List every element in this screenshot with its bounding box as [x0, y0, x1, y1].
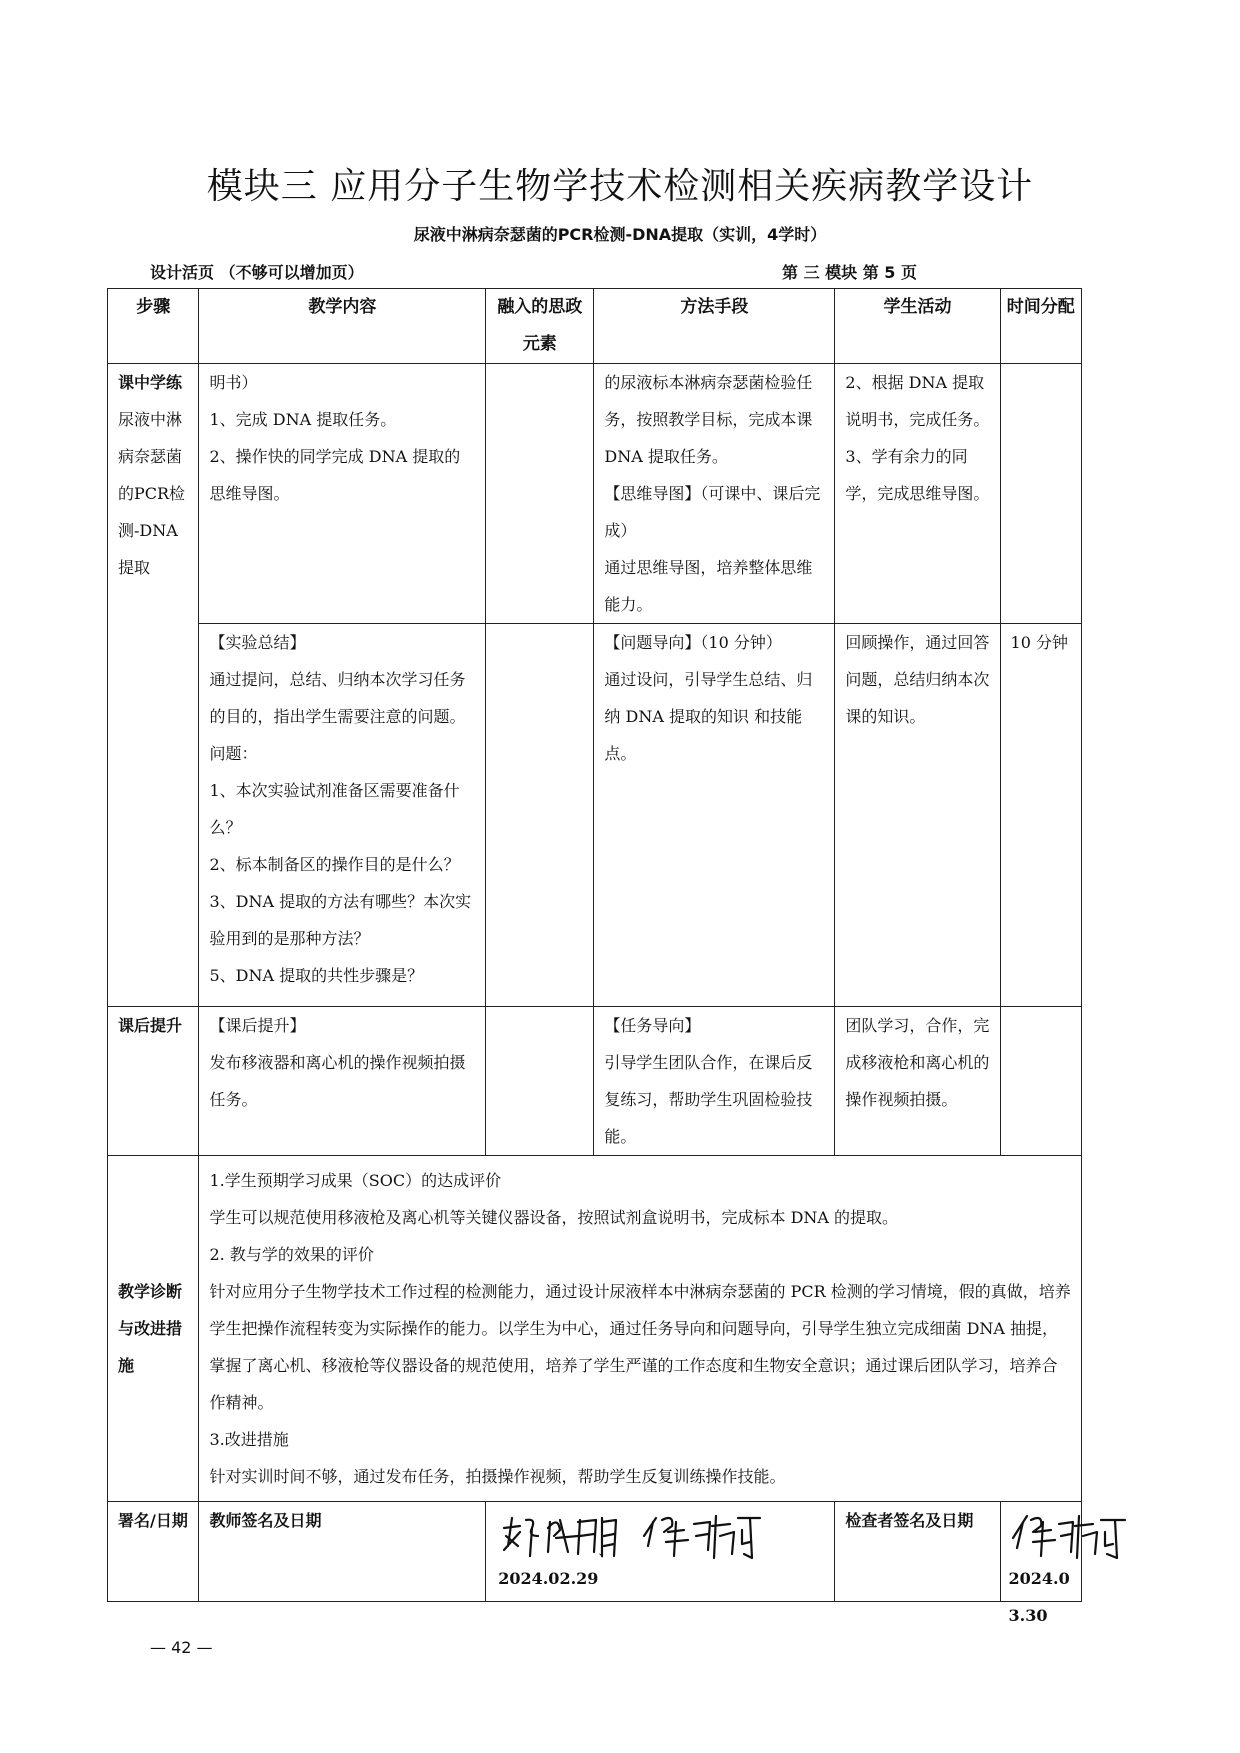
lesson-table: [107, 288, 1082, 1625]
teacher-sign-label: 教师签名及日期: [199, 1502, 486, 1602]
content-cell: [199, 1007, 486, 1156]
content-line: 通过提问，总结、归纳本次学习任务的目的，指出学生需要注意的问题。: [209, 670, 466, 726]
method-line: 引导学生团队合作，在课后反复练习，帮助学生巩固检验技能。: [604, 1053, 813, 1146]
header-time: 时间分配: [1000, 289, 1081, 364]
checker-sign-label: 检查者签名及日期: [835, 1502, 1000, 1602]
content-line: 1、完成 DNA 提取任务。: [209, 410, 397, 429]
method-line: 的尿液标本淋病奈瑟菌检验任务，按照教学目标，完成本课 DNA 提取任务。: [604, 373, 813, 466]
evaluation-row: [108, 1156, 1082, 1502]
activity-cell: [835, 364, 1000, 624]
meta-left: 设计活页 （不够可以增加页）: [150, 263, 364, 282]
activity-cell: [835, 1007, 1000, 1156]
step-cell-practice: [108, 364, 199, 1007]
content-line: 5、DNA 提取的共性步骤是？: [209, 966, 424, 985]
meta-right: 第 三 模块 第 5 页: [782, 263, 917, 282]
content-line: 3、DNA 提取的方法有哪些？本次实验用到的是那种方法？: [209, 892, 472, 948]
method-line: 【问题导向】（10 分钟）: [604, 633, 782, 652]
content-cell: [199, 624, 486, 1007]
ideology-cell: [486, 364, 594, 624]
evaluation-line: 学生可以规范使用移液枪及离心机等关键仪器设备，按照试剂盒说明书，完成标本 DNA 的提取。: [209, 1208, 899, 1227]
header-activity: 学生活动: [835, 289, 1000, 364]
document-subtitle: 尿液中淋病奈瑟菌的PCR检测-DNA提取（实训，4学时）: [413, 225, 827, 244]
method-cell: [594, 1007, 835, 1156]
table-row: [108, 364, 1082, 624]
method-cell: [594, 364, 835, 624]
header-step: 步骤: [108, 289, 199, 364]
activity-line: 团队学习，合作，完成移液枪和离心机的操作视频拍摄。: [845, 1016, 990, 1109]
method-line: 通过设问，引导学生总结、归纳 DNA 提取的知识 和技能点。: [604, 670, 813, 763]
evaluation-line: 1.学生预期学习成果（SOC）的达成评价: [209, 1171, 502, 1190]
checker-signature-image: [1009, 1508, 1149, 1568]
method-line: 【思维导图】（可课中、课后完成）: [604, 484, 821, 540]
activity-cell: [835, 624, 1000, 1007]
document-title: 模块三 应用分子生物学技术检测相关疾病教学设计: [206, 166, 1034, 207]
method-line: 【任务导向】: [604, 1016, 701, 1035]
checker-date: 2024.03.30: [1008, 1569, 1070, 1625]
content-line: 2、操作快的同学完成 DNA 提取的思维导图。: [209, 447, 461, 503]
activity-line: 2、根据 DNA 提取说明书，完成任务。: [845, 373, 990, 429]
table-row: [108, 1007, 1082, 1156]
content-line: 问题：: [209, 744, 258, 763]
teacher-signature-image: [498, 1506, 798, 1568]
evaluation-content: [199, 1156, 1082, 1502]
table-row: [108, 624, 1082, 1007]
content-line: 明书）: [209, 373, 258, 392]
content-line: 1、本次实验试剂准备区需要准备什么？: [209, 781, 460, 837]
time-cell: 10 分钟: [1000, 624, 1081, 1007]
step-cell-evaluation: 教学诊断与改进措施: [108, 1156, 199, 1502]
content-line: 【课后提升】: [209, 1016, 306, 1035]
content-line: 2、标本制备区的操作目的是什么？: [209, 855, 460, 874]
signature-separator: 、: [598, 1541, 615, 1560]
content-line: 【实验总结】: [209, 633, 306, 652]
header-row: [108, 289, 1082, 364]
teacher-signature-cell: [486, 1502, 835, 1602]
step-label-bold: 课中学练: [118, 373, 183, 392]
step-cell-signature: 署名/日期: [108, 1502, 199, 1602]
page-number: — 42 —: [150, 1638, 213, 1657]
evaluation-line: 3.改进措施: [209, 1430, 289, 1449]
evaluation-line: 针对应用分子生物学技术工作过程的检测能力，通过设计尿液样本中淋病奈瑟菌的 PCR 检测的学习情境，假的真做，培养学生把操作流程转变为实际操作的能力。以学生为中心，通过任务导向和问题导向，引导学生独立完成细菌 DNA 抽提，掌握了离心机、移液枪等仪器设备的规范使用，培养了学生严谨的工作态度和生物安全意识；通过课后团队学习，培养合作精神。: [209, 1282, 1071, 1412]
evaluation-line: 针对实训时间不够，通过发布任务，拍摄操作视频，帮助学生反复训练操作技能。: [209, 1467, 786, 1486]
time-cell: [1000, 1007, 1081, 1156]
step-label-rest: 尿液中淋病奈瑟菌的PCR检测-DNA提取: [118, 410, 186, 577]
step-cell-after-class: 课后提升: [108, 1007, 199, 1156]
method-cell: [594, 624, 835, 1007]
evaluation-line: 2. 教与学的效果的评价: [209, 1245, 374, 1264]
signature-row: [108, 1502, 1082, 1602]
content-cell: [199, 364, 486, 624]
checker-signature-cell: [1000, 1502, 1081, 1625]
teacher-date: 2024.02.29: [498, 1569, 599, 1588]
header-content: 教学内容: [199, 289, 486, 364]
activity-line: 3、学有余力的同学，完成思维导图。: [845, 447, 990, 503]
time-cell: [1000, 364, 1081, 624]
header-method: 方法手段: [594, 289, 835, 364]
content-line: 发布移液器和离心机的操作视频拍摄任务。: [209, 1053, 466, 1109]
header-ideology: 融入的思政元素: [486, 289, 594, 364]
ideology-cell: [486, 624, 594, 1007]
method-line: 通过思维导图，培养整体思维能力。: [604, 558, 813, 614]
ideology-cell: [486, 1007, 594, 1156]
activity-line: 回顾操作，通过回答问题，总结归纳本次课的知识。: [845, 633, 990, 726]
